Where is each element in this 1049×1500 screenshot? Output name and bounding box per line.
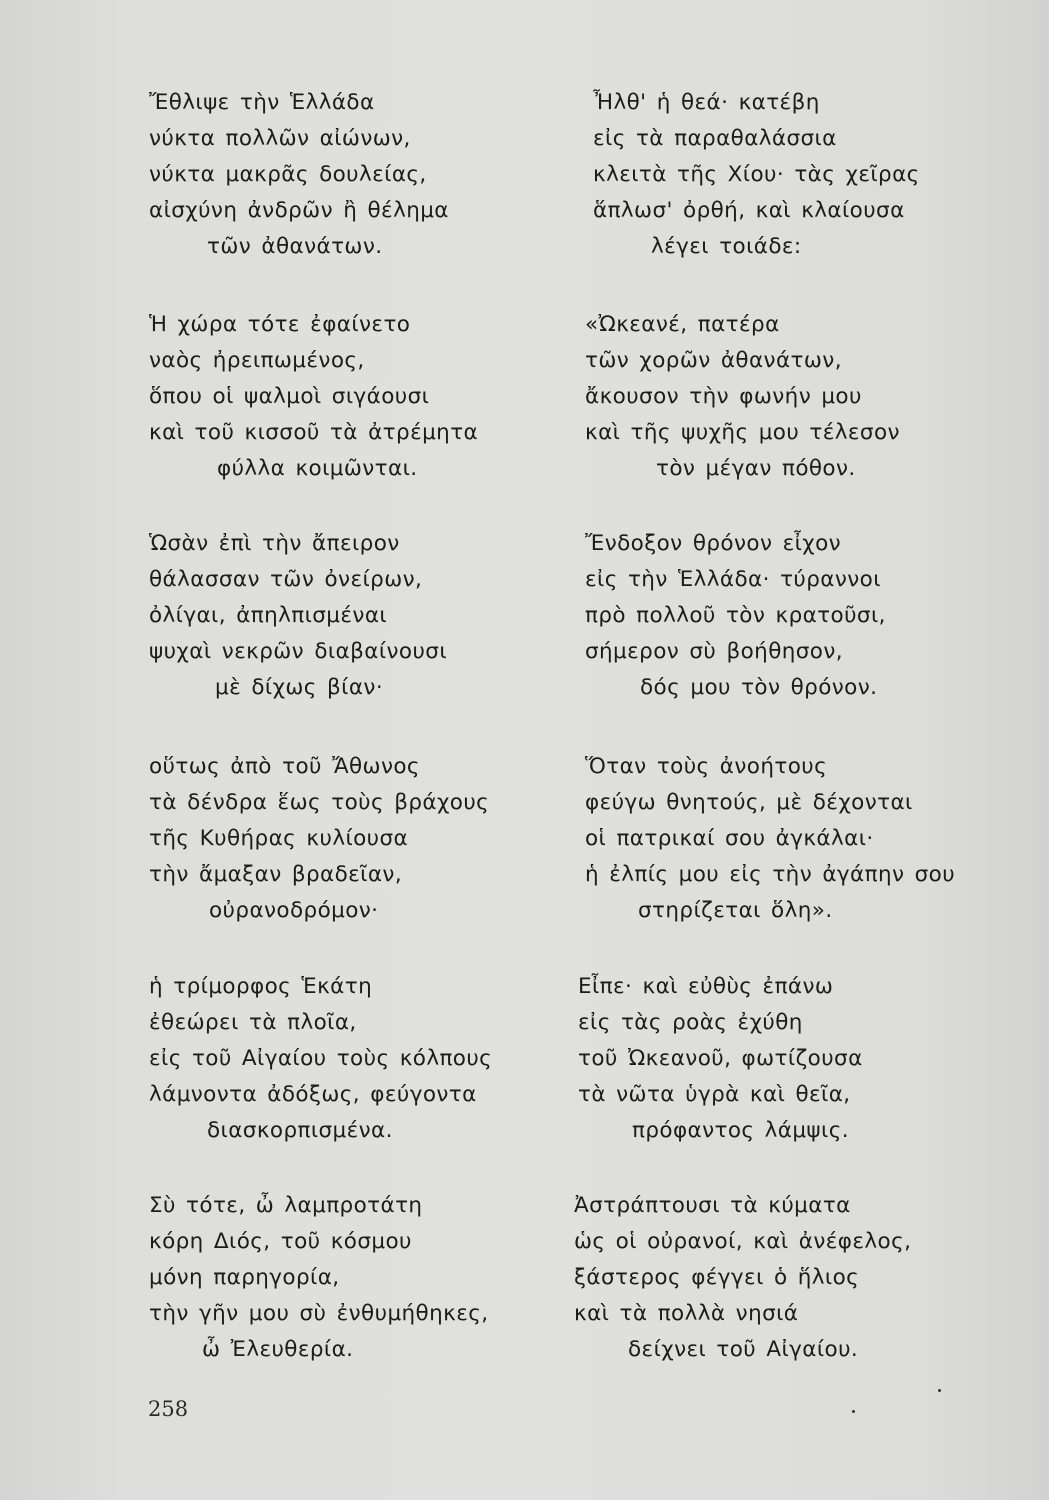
verse-line: εἰς τὴν Ἑλλάδα· τύραννοι <box>585 567 881 592</box>
verse-line: ἡ τρίμορφος Ἑκάτη <box>149 974 373 999</box>
page-number: 258 <box>148 1397 189 1421</box>
verse-line: ξάστερος φέγγει ὁ ἥλιος <box>574 1265 860 1290</box>
ink-speck <box>938 1389 941 1392</box>
stanza <box>147 1188 488 1368</box>
verse-line: θάλασσαν τῶν ὀνείρων, <box>149 567 423 592</box>
stanza <box>147 749 489 929</box>
verse-line: καὶ τῆς ψυχῆς μου τέλεσον <box>585 420 900 445</box>
verse-line: τὰ δένδρα ἕως τοὺς βράχους <box>149 790 490 815</box>
verse-line: λάμνοντα ἀδόξως, φεύγοντα <box>149 1082 477 1107</box>
verse-line: ἡ ἐλπίς μου εἰς τὴν ἀγάπην σου <box>585 862 956 887</box>
verse-line: καὶ τοῦ κισσοῦ τὰ ἀτρέμητα <box>149 420 479 445</box>
verse-line: εἰς τὰ παραθαλάσσια <box>593 126 837 151</box>
verse-line: λέγει τοιάδε: <box>651 234 802 259</box>
verse-line: Ὡσὰν ἐπὶ τὴν ἄπειρον <box>149 531 400 556</box>
stanza <box>147 85 449 265</box>
verse-line: τὸν μέγαν πόθον. <box>656 456 856 481</box>
verse-line: ἄκουσον τὴν φωνήν μου <box>585 384 862 409</box>
verse-line: Σὺ τότε, ὦ λαμπροτάτη <box>149 1193 423 1218</box>
verse-line: τῶν ἀθανάτων. <box>207 234 383 259</box>
verse-line: μὲ δίχως βίαν· <box>215 675 384 700</box>
verse-line: τὴν γῆν μου σὺ ἐνθυμήθηκες, <box>149 1301 489 1326</box>
verse-line: ἐθεώρει τὰ πλοῖα, <box>149 1010 357 1035</box>
verse-line: τῶν χορῶν ἀθανάτων, <box>585 348 842 373</box>
verse-line: οἱ πατρικαί σου ἀγκάλαι· <box>585 826 874 851</box>
verse-line: οὐρανοδρόμον· <box>209 898 379 923</box>
verse-line: μόνη παρηγορία, <box>149 1265 340 1290</box>
verse-line: Ὅταν τοὺς ἀνοήτους <box>585 754 828 779</box>
verse-line: ναὸς ἠρειπωμένος, <box>149 348 365 373</box>
verse-line: αἰσχύνη ἀνδρῶν ἢ θέλημα <box>149 198 449 223</box>
verse-line: εἰς τοῦ Αἰγαίου τοὺς κόλπους <box>149 1046 493 1071</box>
verse-line: «Ὠκεανέ, πατέρα <box>585 312 780 337</box>
verse-line: Ἔνδοξον θρόνον εἶχον <box>585 531 842 556</box>
verse-line: ὅπου οἱ ψαλμοὶ σιγάουσι <box>149 384 430 409</box>
stanza <box>566 307 900 487</box>
verse-line: τὰ νῶτα ὑγρὰ καὶ θεῖα, <box>578 1082 851 1107</box>
verse-line: φύλλα κοιμῶνται. <box>217 456 418 481</box>
verse-line: τὴν ἄμαξαν βραδεῖαν, <box>149 862 403 887</box>
verse-line: τοῦ Ὠκεανοῦ, φωτίζουσα <box>578 1046 863 1071</box>
verse-line: κόρη Διός, τοῦ κόσμου <box>149 1229 412 1254</box>
verse-line: ὦ Ἐλευθερία. <box>202 1337 354 1362</box>
stanza <box>566 526 886 706</box>
verse-line: νύκτα πολλῶν αἰώνων, <box>149 126 411 151</box>
verse-line: στηρίζεται ὅλη». <box>638 898 833 923</box>
verse-line: δείχνει τοῦ Αἰγαίου. <box>628 1337 859 1362</box>
verse-line: διασκορπισμένα. <box>207 1118 393 1143</box>
verse-line: δός μου τὸν θρόνον. <box>640 675 878 700</box>
stanza <box>566 969 863 1149</box>
verse-line: φεύγω θνητούς, μὲ δέχονται <box>585 790 913 815</box>
verse-line: Εἶπε· καὶ εὐθὺς ἐπάνω <box>578 974 834 999</box>
ink-speck <box>852 1410 855 1413</box>
verse-line: οὕτως ἀπὸ τοῦ Ἄθωνος <box>149 754 420 779</box>
verse-line: Ἦλθ' ἡ θεά· κατέβη <box>593 90 820 115</box>
stanza <box>147 969 492 1149</box>
stanza <box>566 749 955 929</box>
verse-line: τῆς Κυθήρας κυλίουσα <box>149 826 409 851</box>
verse-line: κλειτὰ τῆς Χίου· τὰς χεῖρας <box>593 162 920 187</box>
verse-line: ὡς οἱ οὐρανοί, καὶ ἀνέφελος, <box>574 1229 912 1254</box>
verse-line: νύκτα μακρᾶς δουλείας, <box>149 162 427 187</box>
stanza <box>147 526 447 706</box>
verse-line: ἅπλωσ' ὀρθή, καὶ κλαίουσα <box>593 198 905 223</box>
verse-line: ὀλίγαι, ἀπηλπισμέναι <box>149 603 388 628</box>
verse-line: Ἔθλιψε τὴν Ἑλλάδα <box>149 90 375 115</box>
stanza <box>566 85 920 265</box>
verse-line: πρὸ πολλοῦ τὸν κρατοῦσι, <box>585 603 886 628</box>
verse-line: Ἀστράπτουσι τὰ κύματα <box>574 1193 851 1218</box>
stanza <box>566 1188 911 1368</box>
verse-line: Ἡ χώρα τότε ἐφαίνετο <box>149 312 411 337</box>
verse-line: πρόφαντος λάμψις. <box>632 1118 849 1143</box>
verse-line: εἰς τὰς ροὰς ἐχύθη <box>578 1010 803 1035</box>
verse-line: ψυχαὶ νεκρῶν διαβαίνουσι <box>149 639 447 664</box>
verse-line: καὶ τὰ πολλὰ νησιά <box>574 1301 799 1326</box>
stanza <box>147 307 478 487</box>
verse-line: σήμερον σὺ βοήθησον, <box>585 639 844 664</box>
